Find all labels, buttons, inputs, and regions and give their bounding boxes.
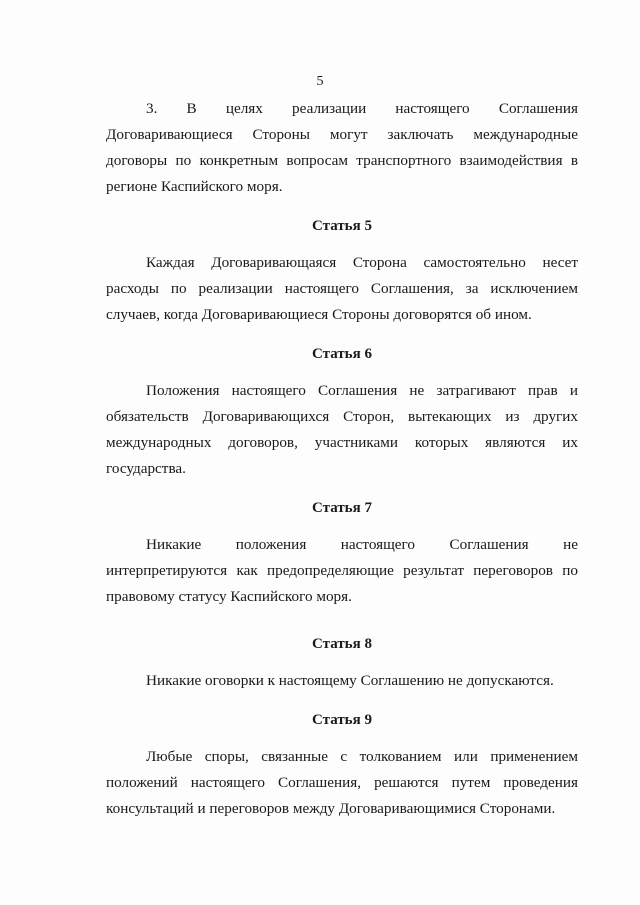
- paragraph-article-4-clause-3: 3. В целях реализации настоящего Соглашения Договаривающиеся Стороны могут заключать международные договоры по конкретным вопросам транспортного взаимодействия в регионе Каспийского моря.: [106, 100, 578, 195]
- paragraph-article-5: Каждая Договаривающаяся Сторона самостоятельно несет расходы по реализации настоящего Соглашения, за исключением случаев, когда Договаривающиеся Стороны договорятся об ином.: [106, 254, 578, 323]
- paragraph-article-8: Никакие оговорки к настоящему Соглашению не допускаются.: [146, 672, 554, 689]
- heading-article-7: Статья 7: [312, 500, 372, 516]
- paragraph-article-7: Никакие положения настоящего Соглашения не интерпретируются как предопределяющие результат переговоров по правовому статусу Каспийского моря.: [106, 536, 578, 605]
- paragraph-article-6: Положения настоящего Соглашения не затрагивают прав и обязательств Договаривающихся Сторон, вытекающих из других международных договоров, участниками которых являются их государства.: [106, 382, 578, 477]
- paragraph-article-9: Любые споры, связанные с толкованием или применением положений настоящего Соглашения, решаются путем проведения консультаций и переговоров между Договаривающимися Сторонами.: [106, 748, 578, 817]
- heading-article-9: Статья 9: [312, 712, 372, 728]
- document-body: [106, 96, 578, 822]
- heading-article-8: Статья 8: [312, 636, 372, 652]
- heading-article-6: Статья 6: [312, 346, 372, 362]
- page-number: 5: [316, 74, 324, 89]
- heading-article-5: Статья 5: [312, 218, 372, 234]
